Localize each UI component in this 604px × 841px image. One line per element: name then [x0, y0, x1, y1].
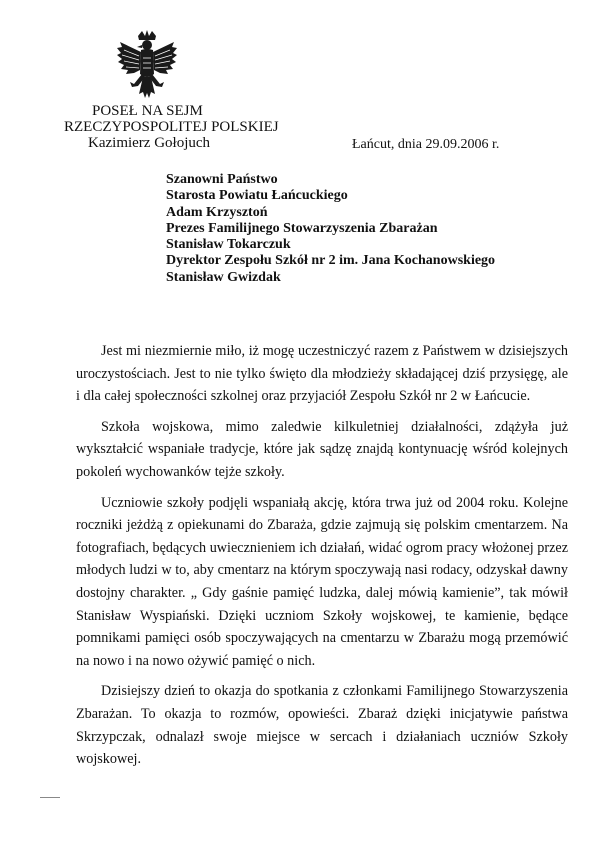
recipient-line: Prezes Familijnego Stowarzyszenia Zbarażan [166, 220, 438, 236]
sender-name: Kazimierz Gołojuch [88, 135, 211, 151]
recipient-line: Stanisław Tokarczuk [166, 237, 291, 253]
body-paragraph: Szkoła wojskowa, mimo zaledwie kilkuletniej działalności, zdążyła już wykształcić wspaniałe tradycje, które jak sądzę znajdą kontynuację wśród kolejnych pokoleń wychowanków tejże szkoły. [76, 418, 568, 480]
sender-institution: RZECZYPOSPOLITEJ POLSKIEJ [64, 119, 279, 135]
footer-divider [40, 797, 60, 798]
body-paragraph: Jest mi niezmiernie miło, iż mogę uczestniczyć razem z Państwem w dzisiejszych uroczystościach. Jest to nie tylko święto dla młodzieży składającej dziś przysięgę, ale i dla całej społeczności szkolnej oraz przyjaciół Zespołu Szkół nr 2 w Łańcucie. [76, 343, 568, 405]
sender-title: POSEŁ NA SEJM [92, 103, 203, 119]
recipient-line: Stanisław Gwizdak [166, 269, 281, 285]
body-paragraph: Dzisiejszy dzień to okazja do spotkania z członkami Familijnego Stowarzyszenia Zbarażan. To okazja to rozmów, opowieści. Zbaraż dzięki inicjatywie państwa Skrzypczak, odnalazł swoje miejsce w sercach i działaniach uczniów Szkoły wojskowej. [76, 683, 568, 768]
date-line: Łańcut, dnia 29.09.2006 r. [352, 137, 500, 152]
recipient-line: Adam Krzysztoń [166, 204, 268, 220]
body-paragraph: Uczniowie szkoły podjęli wspaniałą akcję, która trwa już od 2004 roku. Kolejne roczniki jeżdżą z opiekunami do Zbaraża, gdzie zajmują się polskim cmentarzem. Na fotografiach, będących uwiecznieniem ich działań, widać ogrom pracy włożonej przez młodych ludzi w to, aby cmentarz na którym spoczywają nasi rodacy, odzyskał dawny dostojny charakter. „ Gdy gaśnie pamięć ludzka, dalej mówią kamienie”, tak mówił Stanisław Wyspiański. Dzięki uczniom Szkoły wojskowej, te kamienie, będące pomnikami pamięci osób spoczywających na cmentarzu w Zbarażu mogą przemówić na nowo i na nowo ożywić pamięć o nich. [76, 494, 568, 669]
sender-block [0, 103, 290, 151]
recipients-block [166, 172, 495, 286]
letter-body [76, 340, 568, 779]
recipient-line: Szanowni Państwo [166, 172, 278, 187]
recipient-line: Starosta Powiatu Łańcuckiego [166, 188, 348, 204]
recipient-line: Dyrektor Zespołu Szkół nr 2 im. Jana Kochanowskiego [166, 253, 496, 269]
polish-eagle-emblem-icon [116, 30, 178, 108]
